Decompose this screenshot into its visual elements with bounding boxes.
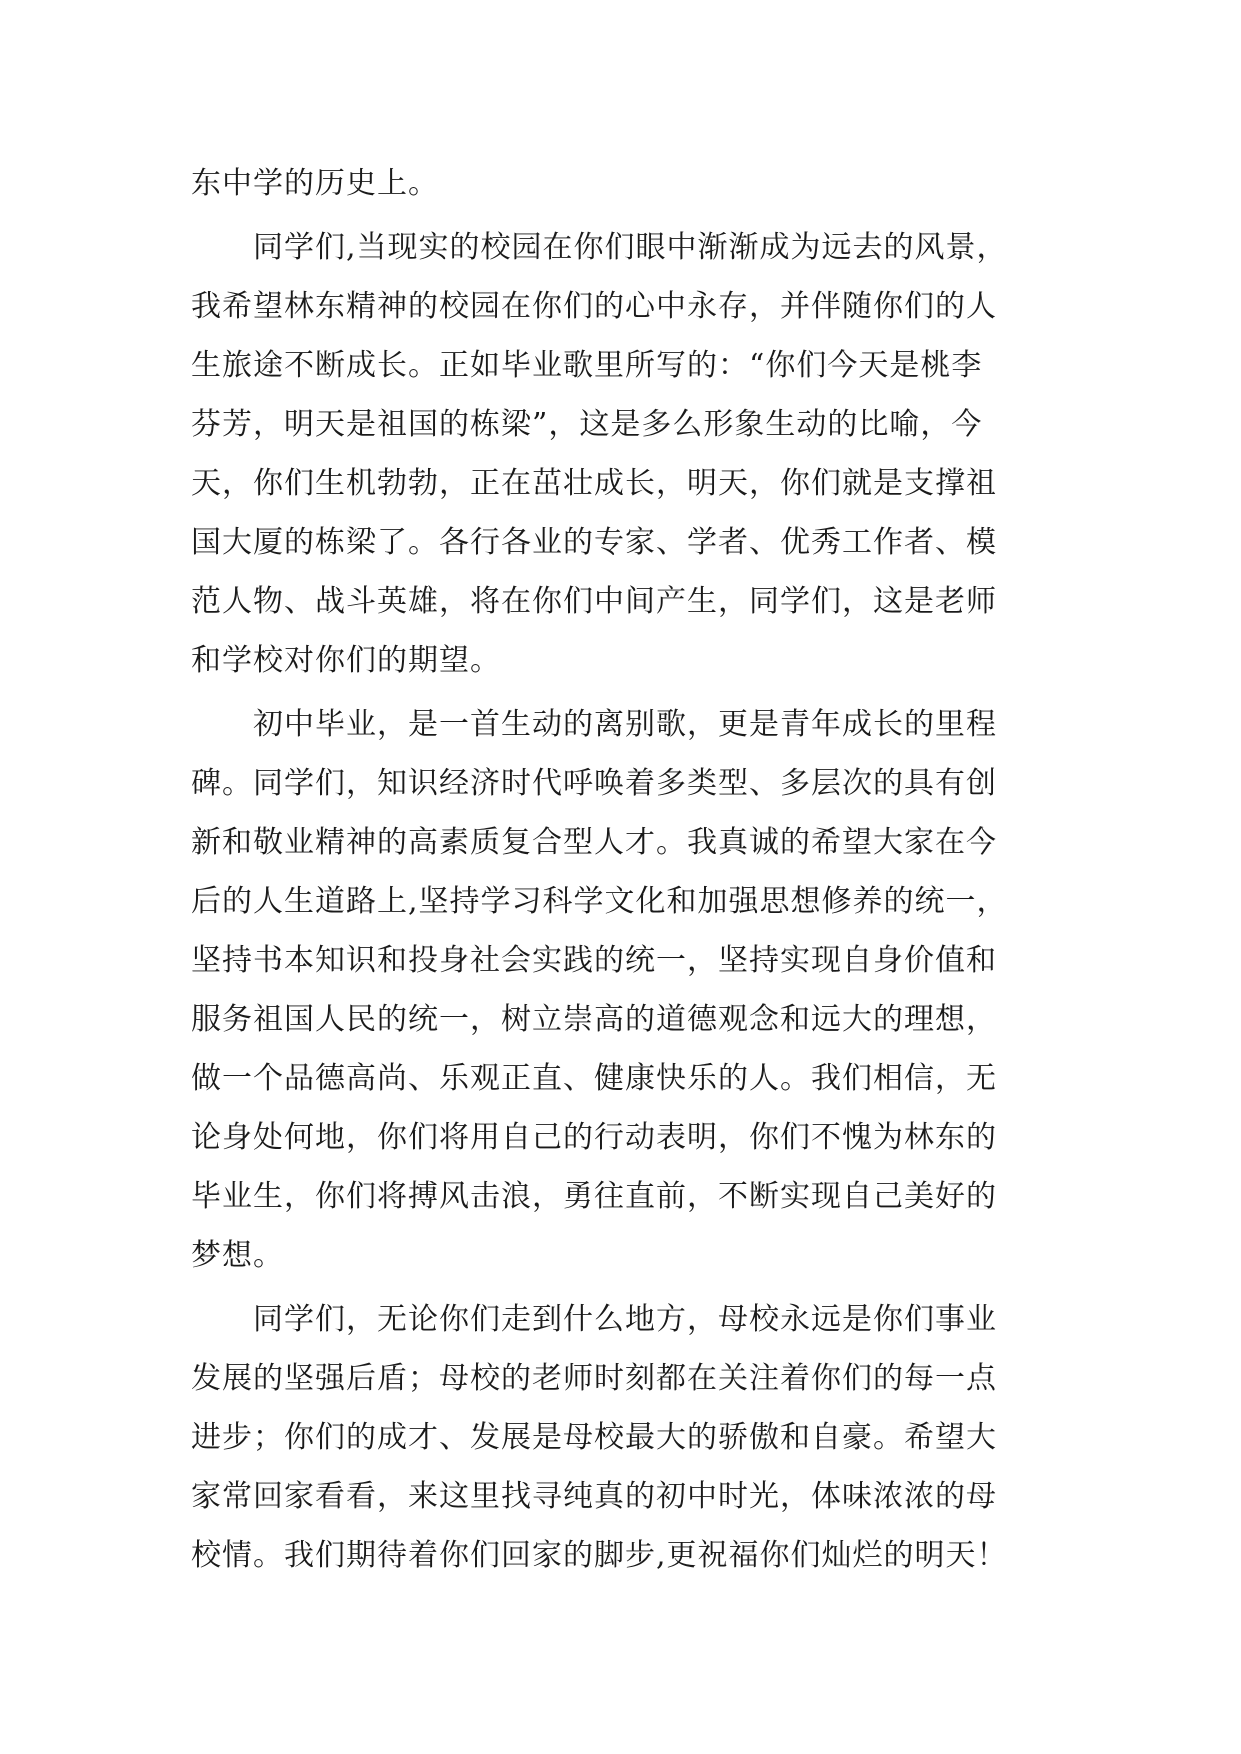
body-text (191, 154, 1061, 1585)
text-line: 做一个品德高尚、乐观正直、健康快乐的人。我们相信，无 (191, 1061, 997, 1096)
paragraph (191, 1290, 1061, 1585)
text-line: 和学校对你们的期望。 (191, 643, 501, 678)
text-line: 我希望林东精神的校园在你们的心中永存，并伴随你们的人 (191, 289, 997, 324)
text-line: 天，你们生机勃勃，正在茁壮成长，明天，你们就是支撑祖 (191, 466, 997, 501)
text-line: 梦想。 (191, 1238, 284, 1273)
text-line: 服务祖国人民的统一，树立崇高的道德观念和远大的理想， (191, 1002, 997, 1037)
text-line: 后的人生道路上,坚持学习科学文化和加强思想修养的统一， (191, 884, 1008, 919)
paragraph (191, 154, 1061, 213)
text-line: 东中学的历史上。 (191, 166, 439, 201)
text-line: 范人物、战斗英雄，将在你们中间产生，同学们，这是老师 (191, 584, 997, 619)
text-line: 坚持书本知识和投身社会实践的统一，坚持实现自身价值和 (191, 943, 997, 978)
text-line: 芬芳，明天是祖国的栋梁”，这是多么形象生动的比喻，今 (191, 407, 983, 442)
text-line: 新和敬业精神的高素质复合型人才。我真诚的希望大家在今 (191, 825, 997, 860)
text-line: 初中毕业，是一首生动的离别歌，更是青年成长的里程 (191, 707, 997, 742)
text-line: 家常回家看看，来这里找寻纯真的初中时光，体味浓浓的母 (191, 1479, 997, 1514)
text-line: 进步；你们的成才、发展是母校最大的骄傲和自豪。希望大 (191, 1420, 997, 1455)
text-line: 校情。我们期待着你们回家的脚步,更祝福你们灿烂的明天！ (191, 1538, 1008, 1573)
paragraph (191, 218, 1061, 690)
text-line: 同学们，无论你们走到什么地方，母校永远是你们事业 (191, 1302, 997, 1337)
text-line: 国大厦的栋梁了。各行各业的专家、学者、优秀工作者、模 (191, 525, 997, 560)
text-line: 生旅途不断成长。正如毕业歌里所写的：“你们今天是桃李 (191, 348, 983, 383)
text-line: 同学们,当现实的校园在你们眼中渐渐成为远去的风景， (191, 230, 1008, 265)
text-line: 碑。同学们，知识经济时代呼唤着多类型、多层次的具有创 (191, 766, 997, 801)
text-line: 论身处何地，你们将用自己的行动表明，你们不愧为林东的 (191, 1120, 997, 1155)
paragraph (191, 695, 1061, 1285)
text-line: 毕业生，你们将搏风击浪，勇往直前，不断实现自己美好的 (191, 1179, 997, 1214)
text-line: 发展的坚强后盾；母校的老师时刻都在关注着你们的每一点 (191, 1361, 997, 1396)
